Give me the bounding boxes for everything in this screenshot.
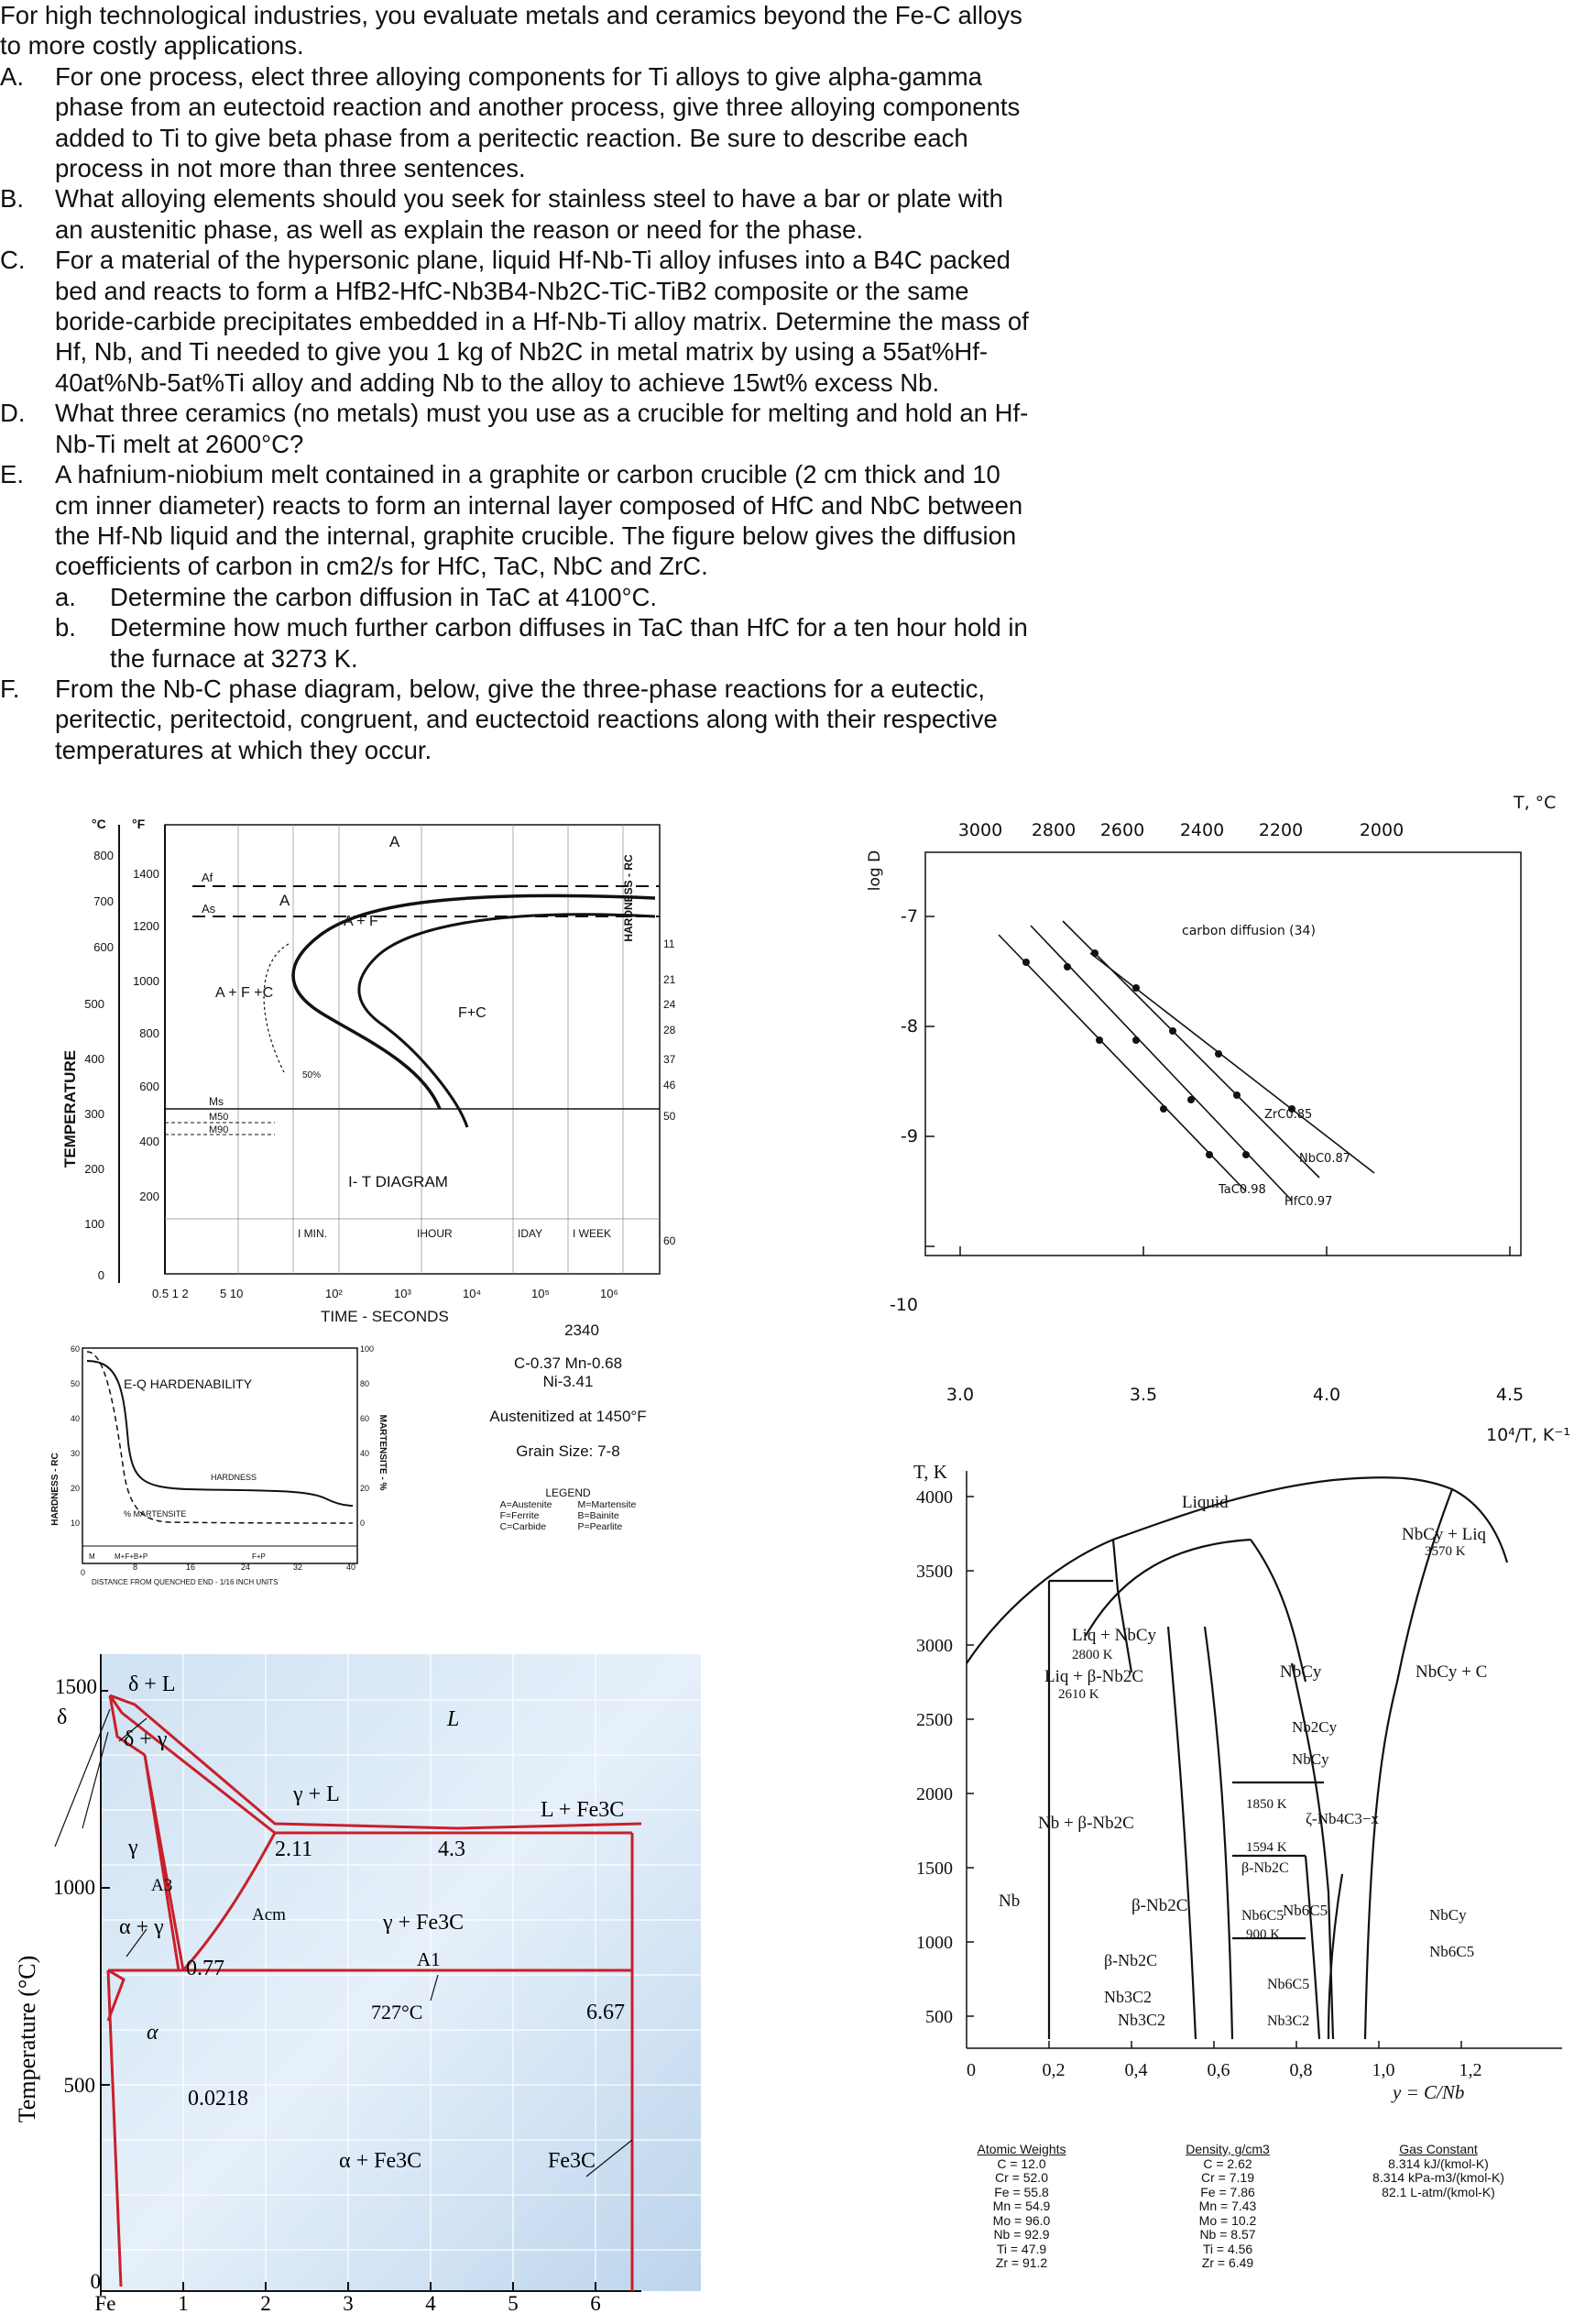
region-label: 900 K	[1246, 1927, 1281, 1942]
region-label: β-Nb2C	[1104, 1951, 1158, 1969]
value-label: 727°C	[371, 2001, 423, 2023]
tick: Fe	[94, 2292, 116, 2314]
series-line	[1090, 953, 1374, 1173]
nbc-liquid-boundary	[1086, 1540, 1251, 1636]
data-point	[1215, 1050, 1222, 1058]
question-text: A hafnium-niobium melt contained in a graphite or carbon crucible (2 cm thick and 10 cm inner diameter) reacts to form an internal layer composed of HfC and NbC between the Hf-Nb liquid and the internal, graphite crucible. The figure below gives the diffusion coefficients of carbon in cm2/s for HfC, TaC, NbC and ZrC.	[55, 460, 1023, 581]
fe-c-diagram	[0, 1654, 705, 2314]
question-text: From the Nb-C phase diagram, below, give the three-phase reactions for a eutectic, peritectic, peritectoid, congruent, and euctectoid reactions along with their respective temperatures at which they occur.	[55, 674, 998, 764]
region-f-c: F+C	[458, 1005, 486, 1021]
hard-y-right: MARTENSITE - %	[377, 1414, 388, 1491]
time-mark: IHOUR	[417, 1227, 453, 1240]
peritectic-boundary	[1113, 1540, 1131, 1672]
region-a-f-c: A + F +C	[215, 985, 274, 1001]
data-point	[1064, 963, 1071, 971]
table-row: Fe = 7.86	[1200, 2184, 1255, 2199]
tick: 2400	[1179, 820, 1225, 840]
tick: 60	[360, 1414, 370, 1423]
diff-y-ticks	[890, 906, 918, 1315]
data-point	[1132, 1036, 1140, 1044]
data-point	[1132, 984, 1140, 992]
tick: -9	[901, 1126, 918, 1146]
tick: 32	[293, 1563, 303, 1572]
steel-info	[449, 1322, 687, 1532]
steel-composition: C-0.37 Mn-0.68	[513, 1354, 623, 1372]
question-e	[0, 459, 1035, 582]
problem-intro: For high technological industries, you evaluate metals and ceramics beyond the Fe-C alloys to more costly applications.	[0, 1, 1022, 60]
question-label: C.	[0, 246, 26, 275]
tick: 2000	[1359, 820, 1405, 840]
region-label: Liquid	[1182, 1493, 1229, 1512]
diffusion-plot	[861, 788, 1585, 1448]
sub-label: b.	[55, 613, 76, 642]
legend-item: C=Carbide	[499, 1521, 547, 1532]
region-label: γ + Fe3C	[383, 1911, 465, 1935]
tick: 300	[84, 1107, 104, 1121]
region-label: δ	[57, 1705, 68, 1729]
tick: 1	[178, 2292, 189, 2314]
hard-x-label: DISTANCE FROM QUENCHED END - 1/16 INCH UNITS	[92, 1578, 279, 1586]
tick: 0	[90, 2270, 101, 2293]
tick: 1400	[133, 867, 159, 881]
tick: -8	[901, 1016, 918, 1036]
region-label: NbCy + C	[1416, 1662, 1488, 1682]
tick: 24	[241, 1563, 251, 1572]
steel-grade: 2340	[564, 1322, 599, 1339]
hardenability-chart	[50, 1333, 435, 1627]
tick: 100	[360, 1344, 375, 1354]
tick: 10⁶	[600, 1287, 618, 1300]
ttt-unit-f: °F	[132, 817, 146, 831]
tick: 60	[70, 1344, 80, 1354]
series-line	[1063, 921, 1319, 1178]
tick: 600	[93, 940, 114, 954]
tick: 3000	[957, 820, 1003, 840]
question-label: F.	[0, 674, 20, 703]
tick: 3000	[916, 1636, 953, 1656]
table-row: Ti = 4.56	[1202, 2241, 1253, 2256]
tick: -7	[901, 906, 918, 927]
region-label: α + Fe3C	[339, 2149, 422, 2173]
tick: 60	[663, 1234, 676, 1247]
tick: 2500	[916, 1710, 953, 1730]
m50-label: M50	[209, 1112, 229, 1123]
data-point	[1022, 959, 1030, 966]
hard-y-left: HARDNESS - RC	[50, 1453, 60, 1526]
hard-right-ticks	[360, 1344, 374, 1528]
region-label: L	[447, 1707, 460, 1731]
tick: 10²	[325, 1287, 343, 1300]
ttt-c-ticks	[84, 849, 114, 1282]
table-row: Mo = 10.2	[1198, 2212, 1257, 2228]
ttt-diagram	[55, 797, 715, 1329]
sub-text: Determine the carbon diffusion in TaC at 4100°C.	[110, 582, 657, 611]
tick: 3.5	[1129, 1385, 1158, 1405]
tick: 4.5	[1495, 1385, 1525, 1405]
tick: 2200	[1258, 820, 1304, 840]
table-row: Mn = 54.9	[992, 2199, 1051, 2213]
tick: 200	[139, 1190, 159, 1203]
af-label: Af	[202, 871, 213, 884]
region-label: δ + L	[128, 1672, 176, 1696]
tick: 30	[70, 1449, 80, 1458]
region-label: ζ-Nb4C3−x	[1306, 1810, 1379, 1827]
tick: 0,6	[1207, 2060, 1230, 2080]
diff-x-label: 10⁴/T, K⁻¹	[1486, 1425, 1570, 1445]
tick: 10⁵	[531, 1287, 550, 1300]
region-label: Fe3C	[548, 2149, 596, 2173]
region-label: Nb3C2	[1104, 1988, 1153, 2006]
tick: 10³	[394, 1287, 411, 1300]
tick: 80	[360, 1379, 370, 1388]
region-a-f: A + F	[344, 914, 378, 929]
tick: 100	[84, 1217, 104, 1231]
tick: 40	[70, 1414, 80, 1423]
region-label: 2610 K	[1058, 1687, 1099, 1702]
question-label: B.	[0, 184, 24, 214]
martensite-curve-label: % MARTENSITE	[124, 1509, 187, 1519]
time-mark: I MIN.	[298, 1227, 327, 1240]
table-row: Zr = 91.2	[995, 2255, 1048, 2270]
tick: 2	[260, 2292, 271, 2314]
tick: 500	[925, 2007, 953, 2027]
question-label: D.	[0, 399, 26, 428]
ttt-title: I- T DIAGRAM	[348, 1173, 448, 1190]
region-label: A1	[417, 1948, 441, 1970]
region-label: 1850 K	[1246, 1797, 1287, 1812]
tick: 600	[139, 1080, 159, 1093]
table-row: 8.314 kPa-m3/(kmol-K)	[1372, 2170, 1504, 2185]
sub-text: Determine how much further carbon diffuses in TaC than HfC for a ten hour hold in the furnace at 3273 K.	[110, 613, 1028, 673]
legend-title: LEGEND	[545, 1486, 591, 1499]
question-e-b	[55, 612, 1035, 674]
tick: 2600	[1099, 820, 1145, 840]
table-row: Nb = 8.57	[1199, 2227, 1256, 2242]
region-label: L + Fe3C	[541, 1798, 625, 1822]
value-label: 0.0218	[188, 2087, 248, 2111]
region-label: Liq + β-Nb2C	[1044, 1667, 1143, 1686]
legend-item: M=Martensite	[577, 1499, 637, 1510]
table-row: Fe = 55.8	[994, 2184, 1049, 2199]
region-label: Nb + β-Nb2C	[1038, 1814, 1134, 1833]
region-label: 1594 K	[1246, 1840, 1287, 1855]
question-label: A.	[0, 61, 24, 91]
tick: 11	[663, 938, 675, 950]
data-point	[1160, 1105, 1167, 1113]
tick: 1000	[916, 1933, 953, 1953]
ttt-f-ticks	[133, 867, 159, 1203]
tick: 21	[663, 973, 676, 986]
diff-tick-marks	[925, 916, 1510, 1256]
region-label: δ + γ	[124, 1727, 168, 1751]
tick: 37	[663, 1053, 676, 1066]
tick: 500	[63, 2074, 95, 2097]
tick: 10	[70, 1519, 80, 1528]
phase-mfbp: M+F+B+P	[115, 1552, 148, 1561]
nbc-labels	[999, 1493, 1487, 2029]
liquidus	[967, 1477, 1507, 1663]
region-label: γ + L	[293, 1782, 340, 1806]
data-point	[1242, 1151, 1250, 1158]
question-c	[0, 245, 1035, 398]
tick: 20	[70, 1484, 80, 1493]
steel-composition-ni: Ni-3.41	[542, 1373, 594, 1390]
data-point	[1233, 1091, 1241, 1099]
problem-statement	[0, 0, 1035, 765]
atomic-weights-table	[953, 2143, 1090, 2271]
tick: 50	[663, 1110, 676, 1123]
diff-series-labels	[1218, 1108, 1350, 1209]
region-fifty: 50%	[302, 1070, 322, 1080]
fifty-percent-curve	[264, 944, 289, 1072]
nbc-x-label: y = C/Nb	[1393, 2081, 1465, 2103]
nb6c5-boundary	[1306, 1856, 1319, 2039]
series-label: TaC0.98	[1219, 1183, 1266, 1197]
tick: 1,0	[1372, 2060, 1395, 2080]
ms-label: Ms	[209, 1095, 224, 1108]
value-label: 4.3	[438, 1837, 465, 1861]
nbc-boundaries	[967, 1477, 1507, 2039]
data-point	[1169, 1027, 1176, 1035]
tick: 4.0	[1312, 1385, 1341, 1405]
ttt-x-ticks	[152, 1287, 618, 1300]
tick: 200	[84, 1162, 104, 1176]
tick: 6	[590, 2292, 601, 2314]
region-label: Acm	[252, 1905, 286, 1925]
tick: -10	[889, 1295, 918, 1315]
question-d	[0, 398, 1035, 459]
table-row: Mn = 7.43	[1198, 2199, 1257, 2213]
finish-curve	[359, 915, 655, 1127]
beta-nb2c-left	[1168, 1627, 1196, 2039]
tick: 5	[508, 2292, 519, 2314]
series-label: ZrC0.85	[1264, 1108, 1313, 1122]
hardness-label: HARDNESS - RC	[622, 854, 635, 942]
tick: 1500	[55, 1675, 97, 1698]
tick: 1200	[133, 919, 159, 933]
diff-points	[1022, 949, 1295, 1158]
time-mark: I WEEK	[573, 1227, 612, 1240]
tick: 800	[139, 1026, 159, 1040]
table-title: Atomic Weights	[977, 2142, 1066, 2156]
ttt-unit-c: °C	[92, 817, 106, 831]
table-row: Cr = 52.0	[995, 2170, 1048, 2185]
region-label: 3570 K	[1425, 1544, 1466, 1559]
region-label: α + γ	[119, 1915, 164, 1939]
hard-title: E-Q HARDENABILITY	[124, 1376, 253, 1391]
region-label: Nb6C5	[1429, 1943, 1475, 1960]
hardness-ticks	[663, 938, 676, 1247]
density-table	[1159, 2143, 1296, 2271]
hard-x-ticks	[81, 1563, 355, 1577]
table-row: Mo = 96.0	[992, 2212, 1051, 2228]
region-label: Nb3C2	[1267, 2013, 1310, 2029]
value-label: 0.77	[186, 1957, 224, 1980]
tick: 500	[84, 997, 104, 1011]
tick: 3	[343, 2292, 354, 2314]
hard-left-ticks	[71, 1344, 80, 1528]
tick: 3500	[916, 1562, 953, 1582]
legend-item: P=Pearlite	[577, 1521, 623, 1532]
tick: 1000	[53, 1876, 95, 1899]
tick: 1000	[133, 974, 159, 988]
table-row: Ti = 47.9	[996, 2241, 1047, 2256]
tick: 20	[360, 1484, 370, 1493]
tick: 0	[81, 1568, 86, 1577]
tick: 0	[97, 1268, 104, 1282]
tick: 400	[139, 1135, 159, 1148]
fe-c-y-ticks	[53, 1675, 101, 2293]
legend-item: A=Austenite	[499, 1499, 552, 1510]
as-label: As	[202, 902, 216, 916]
question-text: What alloying elements should you seek for stainless steel to have a bar or plate with an austenitic phase, as well as explain the reason or need for the phase.	[55, 184, 1003, 244]
question-label: E.	[0, 460, 24, 489]
question-text: For one process, elect three alloying components for Ti alloys to give alpha-gamma phase from an eutectoid reaction and another process, give three alloying components added to Ti to give beta phase from a peritectic reaction. Be sure to describe each process in not more than three sentences.	[55, 61, 1021, 183]
tick: 10⁴	[463, 1287, 482, 1300]
region-label: NbCy	[1280, 1662, 1322, 1682]
region-label: 2800 K	[1072, 1648, 1113, 1662]
tick: 24	[663, 998, 676, 1011]
region-label: NbCy	[1292, 1750, 1329, 1768]
steel-grain: Grain Size: 7-8	[516, 1442, 620, 1460]
table-title: Density, g/cm3	[1186, 2142, 1270, 2156]
tick: 16	[186, 1563, 196, 1572]
region-a: A	[279, 892, 290, 909]
tick: 0,2	[1042, 2060, 1066, 2080]
region-label: α	[147, 2021, 159, 2045]
sub-label: a.	[55, 582, 76, 611]
nbc-axes	[967, 1471, 1562, 2048]
diff-top-ticks	[958, 820, 1404, 840]
region-label: γ	[128, 1836, 138, 1859]
nbc-solidus	[1251, 1540, 1306, 1682]
tick: 0,4	[1124, 2060, 1148, 2080]
diff-y-label: log D	[866, 850, 884, 892]
phase-m: M	[89, 1552, 95, 1561]
value-label: 2.11	[275, 1837, 313, 1861]
nbc-y-ticks	[916, 1487, 953, 2027]
tick: 2800	[1031, 820, 1077, 840]
diff-title: carbon diffusion (34)	[1182, 924, 1316, 938]
table-row: Nb = 92.9	[993, 2227, 1050, 2242]
tick: 28	[663, 1024, 676, 1036]
table-row: Zr = 6.49	[1201, 2255, 1254, 2270]
series-label: HfC0.97	[1284, 1195, 1333, 1209]
nbc-x-ticks	[967, 2060, 1482, 2080]
tick: 1500	[916, 1859, 953, 1879]
tick: 700	[93, 894, 114, 908]
tick: 40	[360, 1449, 370, 1458]
tick: 3.0	[946, 1385, 975, 1405]
series-label: NbC0.87	[1299, 1152, 1350, 1166]
ttt-y-label: TEMPERATURE	[61, 1049, 79, 1168]
steel-austenitized: Austenitized at 1450°F	[489, 1408, 647, 1425]
region-label: NbCy + Liq	[1402, 1525, 1486, 1544]
tick: 800	[93, 849, 114, 862]
value-label: 6.67	[586, 2001, 625, 2024]
data-point	[1091, 949, 1099, 957]
legend-item: F=Ferrite	[499, 1510, 540, 1521]
ttt-x-label: TIME - SECONDS	[321, 1308, 449, 1325]
tick: 0	[967, 2060, 976, 2080]
table-row: Cr = 7.19	[1201, 2170, 1254, 2185]
hardness-curve-label: HARDNESS	[211, 1473, 257, 1482]
phase-fp: F+P	[252, 1552, 266, 1561]
tick: 2000	[916, 1784, 953, 1804]
region-label: A3	[151, 1876, 173, 1895]
table-row: 8.314 kJ/(kmol-K)	[1388, 2155, 1489, 2171]
tick: 8	[133, 1563, 138, 1572]
tick: 1,2	[1459, 2060, 1482, 2080]
region-label: Nb3C2	[1118, 2011, 1166, 2029]
tick: 40	[346, 1563, 356, 1572]
region-label: Nb	[999, 1892, 1021, 1911]
tick: 4000	[916, 1487, 953, 1508]
region-label: Nb6C5	[1283, 1902, 1328, 1919]
region-label: NbCy	[1429, 1906, 1467, 1924]
data-point	[1187, 1096, 1195, 1103]
time-marks	[298, 1227, 611, 1240]
table-row: C = 2.62	[1203, 2155, 1252, 2171]
diff-top-label: T, °C	[1514, 793, 1557, 813]
region-a-top: A	[389, 833, 400, 850]
question-b	[0, 183, 1035, 245]
question-text: For a material of the hypersonic plane, liquid Hf-Nb-Ti alloy infuses into a B4C packed bed and reacts to form a HfB2-HfC-Nb3B4-Nb2C-TiC-TiB2 composite or the same boride-carbide precipitates embedded in a Hf-Nb-Ti alloy matrix. Determine the mass of Hf, Nb, and Ti needed to give you 1 kg of Nb2C in metal matrix by using a 55at%Hf-40at%Nb-5at%Ti alloy and adding Nb to the alloy to achieve 15wt% excess Nb.	[55, 246, 1029, 397]
region-label: β-Nb2C	[1241, 1860, 1289, 1876]
region-label: Nb2Cy	[1292, 1718, 1338, 1736]
table-title: Gas Constant	[1399, 2142, 1478, 2156]
tick: 400	[84, 1052, 104, 1066]
question-f	[0, 674, 1035, 765]
tick: 0	[360, 1519, 366, 1528]
region-label: Liq + NbCy	[1072, 1626, 1156, 1645]
tick: 46	[663, 1079, 676, 1091]
table-row: 82.1 L-atm/(kmol-K)	[1382, 2184, 1495, 2199]
time-mark: IDAY	[518, 1227, 543, 1240]
data-point	[1096, 1036, 1103, 1044]
question-e-a	[55, 582, 1035, 612]
question-a	[0, 61, 1035, 184]
m90-label: M90	[209, 1124, 229, 1135]
tick: 5 10	[220, 1287, 244, 1300]
region-label: Nb6C5	[1241, 1908, 1284, 1924]
table-row: C = 12.0	[997, 2155, 1046, 2171]
region-label: β-Nb2C	[1131, 1896, 1188, 1915]
gas-constant-table	[1347, 2143, 1530, 2199]
legend-item: B=Bainite	[577, 1510, 619, 1521]
tick: 4	[425, 2292, 436, 2314]
fe-c-x-ticks	[95, 2292, 601, 2314]
nbc-y-label: T, K	[913, 1461, 947, 1483]
fe-c-y-label: Temperature (°C)	[14, 1955, 40, 2123]
legend	[449, 1499, 687, 1532]
data-point	[1206, 1151, 1213, 1158]
region-label: Nb6C5	[1267, 1977, 1310, 1992]
tick: 0.5 1 2	[152, 1287, 189, 1300]
diff-x-ticks	[946, 1385, 1524, 1405]
tick: 0,8	[1289, 2060, 1313, 2080]
tick: 50	[70, 1379, 80, 1388]
nb-c-diagram	[902, 1453, 1596, 2140]
question-text: What three ceramics (no metals) must you use as a crucible for melting and hold an Hf-Nb-Ti melt at 2600°C?	[55, 399, 1029, 458]
beta-nb2c-right	[1205, 1627, 1232, 2039]
